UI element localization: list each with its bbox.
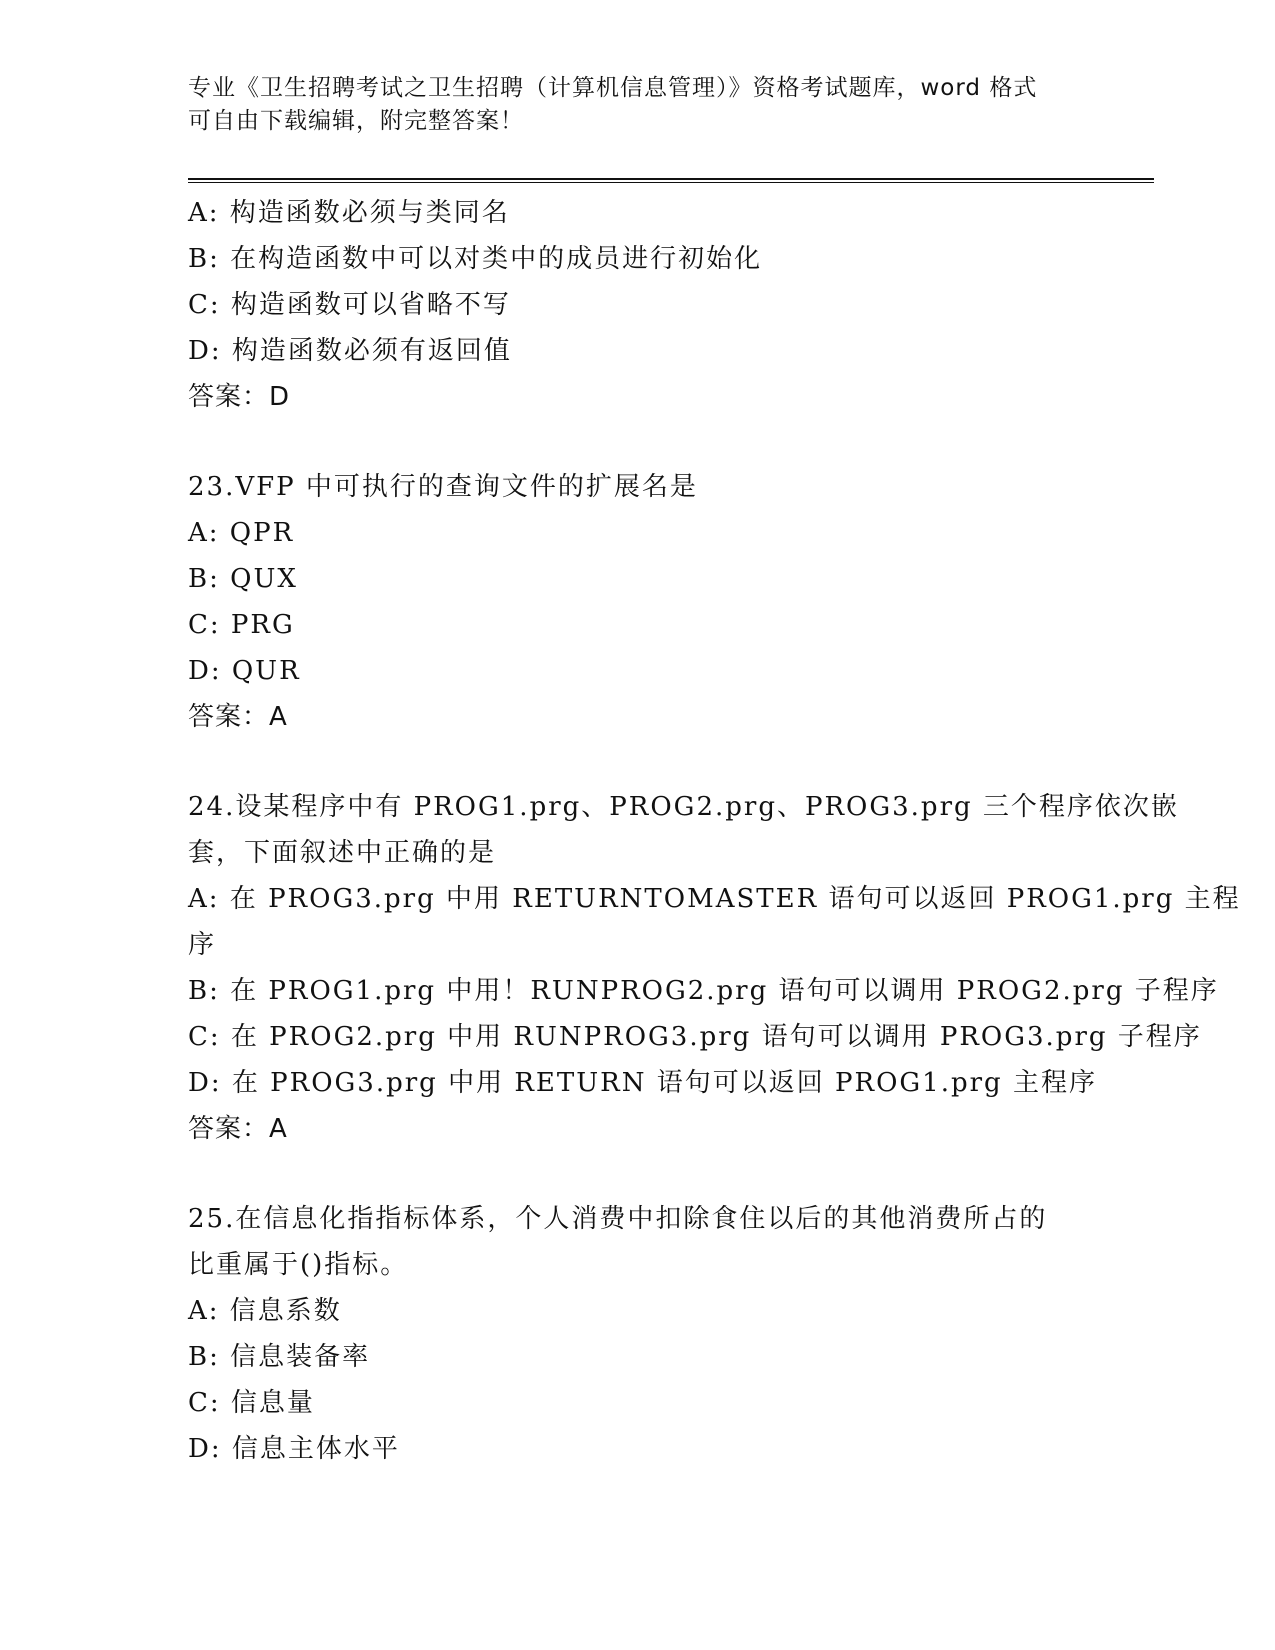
- header-divider: [188, 178, 1154, 183]
- question-stem-line-2: 比重属于()指标。: [188, 1250, 409, 1280]
- option-b: B: 信息装备率: [188, 1342, 371, 1372]
- option-b: B: 在 PROG1.prg 中用！RUNPROG2.prg 语句可以调用 PROG2.prg 子程序: [188, 976, 1219, 1006]
- option-a-line-2: 序: [188, 930, 217, 960]
- option-a: A: 构造函数必须与类同名: [188, 198, 510, 228]
- option-d: D: 信息主体水平: [188, 1434, 400, 1464]
- spacer: [188, 740, 1088, 784]
- option-d: D: 在 PROG3.prg 中用 RETURN 语句可以返回 PROG1.prg 主程序: [188, 1068, 1097, 1098]
- option-b: B: 在构造函数中可以对类中的成员进行初始化: [188, 244, 763, 274]
- question-23: [188, 464, 1088, 740]
- option-a: A: QPR: [188, 518, 295, 548]
- question-stem-line-1: 24.设某程序中有 PROG1.prg、PROG2.prg、PROG3.prg 三个程序依次嵌: [188, 792, 1179, 822]
- option-c: C: 构造函数可以省略不写: [188, 290, 511, 320]
- option-d: D: QUR: [188, 656, 301, 686]
- option-c: C: 在 PROG2.prg 中用 RUNPROG3.prg 语句可以调用 PROG3.prg 子程序: [188, 1022, 1202, 1052]
- answer: 答案：A: [188, 702, 288, 732]
- question-stem: 23.VFP 中可执行的查询文件的扩展名是: [188, 472, 698, 502]
- answer: 答案：A: [188, 1114, 288, 1144]
- option-a: A: 信息系数: [188, 1296, 342, 1326]
- question-stem-line-1: 25.在信息化指指标体系，个人消费中扣除食住以后的其他消费所占的: [188, 1204, 1048, 1234]
- header-line-2: 可自由下载编辑，附完整答案！: [188, 108, 524, 134]
- question-25: [188, 1196, 1088, 1472]
- option-b: B: QUX: [188, 564, 298, 594]
- header-line-1: 专业《卫生招聘考试之卫生招聘（计算机信息管理）》资格考试题库，word 格式: [188, 75, 1038, 101]
- spacer: [188, 1152, 1088, 1196]
- question-list: [188, 190, 1241, 1472]
- answer: 答案：D: [188, 382, 291, 412]
- document-header: [188, 72, 1068, 138]
- question-24: [188, 784, 1241, 1152]
- option-a-line-1: A: 在 PROG3.prg 中用 RETURNTOMASTER 语句可以返回 PROG1.prg 主程: [188, 884, 1241, 914]
- option-d: D: 构造函数必须有返回值: [188, 336, 512, 366]
- option-c: C: PRG: [188, 610, 295, 640]
- question-stem-line-2: 套，下面叙述中正确的是: [188, 838, 497, 868]
- spacer: [188, 420, 1088, 464]
- question-22: [188, 190, 1088, 420]
- option-c: C: 信息量: [188, 1388, 315, 1418]
